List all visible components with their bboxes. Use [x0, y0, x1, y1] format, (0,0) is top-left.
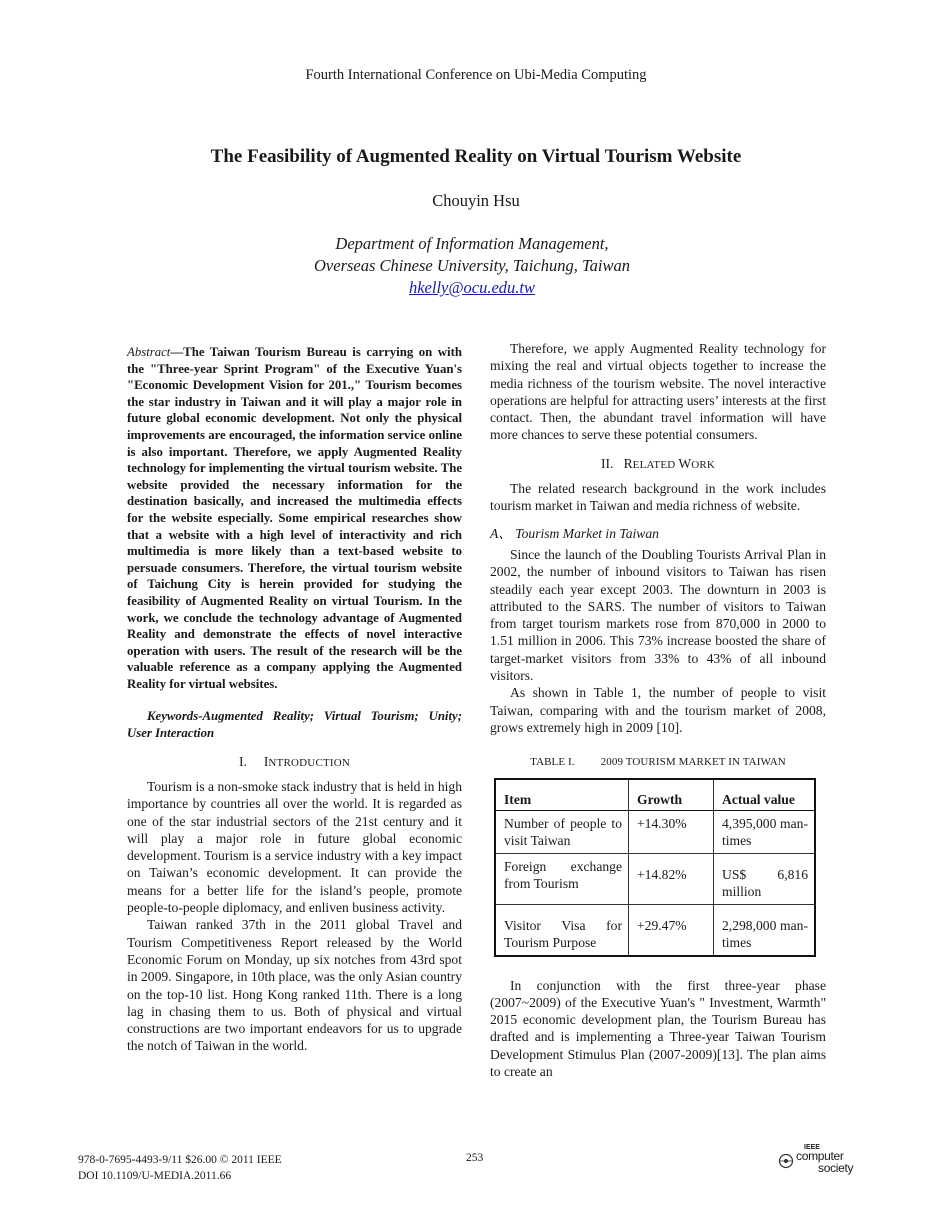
paper-title: The Feasibility of Augmented Reality on Virtual Tourism Website: [210, 146, 742, 167]
page-number: 253: [466, 1152, 484, 1164]
table-row: [495, 904, 815, 956]
right-column: [490, 340, 826, 1080]
logo-society-text: society: [818, 1161, 854, 1175]
table-cell: Visitor Visa for Tourism Purpose: [495, 904, 629, 956]
abstract-text: The Taiwan Tourism Bureau is carrying on with the "Three-year Sprint Program" of the Executive Yuan's "Economic Development Vision for 201.," Tourism becomes the star industry in Taiwan and it will play a major role in future global economic development. Not only the physical improvements are encouraged, the information service online is also important. Therefore, we apply Augmented Reality technology for implementing the virtual tourism website. The website provided the necessary information for the destination basically, and increased the multimedia effects for the website especially. Some empirical researches show that a website with a high level of interactivity and rich multimedia is more likely than a text-based website to persuade consumers. Therefore, the virtual tourism website of Taichung City is herein provided for studying the feasibility of Augmented Reality on virtual Tourism. In the work, we conclude the technology advantage of Augmented Reality and demonstrate the effects of novel interactive operation with users. The result of the research will be the valuable reference as a company applying the Augmented Reality for virtual websites.: [127, 345, 462, 691]
tourism-market-table: [494, 778, 816, 957]
table-cell: Number of people to visit Taiwan: [495, 810, 629, 853]
related-paragraph-3: As shown in Table 1, the number of people to visit Taiwan, comparing with and the tourism market of 2008, grows extremely high in 2009 [10].: [490, 685, 826, 735]
section-title-first-letter: I: [263, 753, 269, 769]
affiliation: [0, 233, 944, 299]
abstract: [127, 344, 462, 692]
author-email-link[interactable]: hkelly@ocu.edu.tw: [408, 278, 536, 297]
keywords: Keywords-Augmented Reality; Virtual Tourism; Unity; User Interaction: [127, 709, 462, 741]
intro-paragraph-1: Tourism is a non-smoke stack industry that is held in high importance by countries all over the world. It is regarded as one of the star industrial sectors of the 21st century and it will play a major role in future global economic development. Tourism is a service industry with a key impact on Taiwan’s economic development. It can provide the means for a better life for the island’s people, promote people-to-people diplomacy, and enliven business activity.: [127, 778, 462, 916]
section-number: I.: [238, 753, 247, 769]
subsection-heading-tourism-market: A、 Tourism Market in Taiwan: [490, 525, 659, 541]
section-title-rest: NTRODUCTION: [268, 756, 351, 769]
table-cell: +14.30%: [629, 810, 714, 853]
table-row: [495, 853, 815, 904]
intro-paragraph-2: Taiwan ranked 37th in the 2011 global Travel and Tourism Competitiveness Report released by the World Economic Forum on Monday, up six notches from 43rd spot in 2009. Singapore, in 10th place, was the only Asian country on the top-10 list. Hong Kong ranked 11th. There is a long lag in chasing them to us. Both of physical and virtual constructions are two important endeavors for us to upgrade the notch of Taiwan in the world.: [127, 917, 462, 1054]
table-row: [495, 810, 815, 853]
table-cell: +14.82%: [629, 853, 714, 904]
table-caption-text: 2009 TOURISM MARKET IN TAIWAN: [600, 756, 786, 769]
related-paragraph-1: The related research background in the work includes tourism market in Taiwan and media richness of website.: [490, 481, 826, 514]
related-paragraph-2: Since the launch of the Doubling Tourists Arrival Plan in 2002, the number of inbound visitors to Taiwan has risen steadily each year except 2003. The downturn in 2003 is attributed to the SARS. The number of visitors to Taiwan from target tourism markets rose from 870,000 in 2000 to 1.51 million in 2006. This 73% increase boosted the share of target-market visitors from 33% to 43% of all inbound visitors.: [490, 546, 826, 684]
related-paragraph-4: In conjunction with the first three-year phase (2007~2009) of the Executive Yuan's " Investment, Warmth" 2015 economic development plan, the Tourism Bureau has drafted and is implementing a Three-year Taiwan Tourism Development Stimulus Plan (2007-2009)[13]. The plan aims to create an: [490, 977, 826, 1080]
conference-header: Fourth International Conference on Ubi-Media Computing: [305, 67, 647, 83]
right-paragraph-0: Therefore, we apply Augmented Reality technology for mixing the real and virtual objects together to increase the media richness of the tourism website. The novel interactive operations are helpful for attracting users’ interests at the first contact. Then, the abundant travel information will have more chances to serve these potential consumers.: [490, 341, 826, 443]
logo-computer-text: computer: [796, 1149, 844, 1163]
logo-ieee-text: IEEE: [804, 1144, 820, 1151]
table-header-row: [495, 779, 815, 811]
abstract-dash: —: [170, 345, 184, 359]
logo-globe-icon: [778, 1153, 796, 1171]
table-header-actual-value: Actual value: [714, 779, 816, 811]
section-title-letter-r: R: [623, 455, 633, 471]
author-name: Chouyin Hsu: [432, 191, 520, 210]
affiliation-university: Overseas Chinese University, Taichung, Taiwan: [314, 256, 630, 275]
abstract-lead: Abstract: [127, 345, 171, 359]
section-title-letter-w: W: [678, 455, 692, 471]
footer-left: [78, 1152, 282, 1184]
table-cell: 4,395,000 man-times: [714, 810, 816, 853]
section-heading-related-work: [490, 455, 826, 474]
table-cell: US$ 6,816 million: [714, 853, 816, 904]
section-number: II.: [600, 455, 614, 471]
table-cell: Foreign exchange from Tourism: [495, 853, 629, 904]
footer-isbn: 978-0-7695-4493-9/11 $26.00 © 2011 IEEE: [78, 1154, 282, 1166]
table-header-item: Item: [495, 779, 629, 811]
ieee-computer-society-logo: [778, 1144, 868, 1180]
table-cell: 2,298,000 man-times: [714, 904, 816, 956]
table-cell: +29.47%: [629, 904, 714, 956]
table-caption: [490, 754, 826, 771]
left-column: [127, 344, 462, 1055]
section-heading-introduction: [127, 753, 462, 772]
footer-doi: DOI 10.1109/U-MEDIA.2011.66: [78, 1170, 232, 1182]
table-header-growth: Growth: [629, 779, 714, 811]
affiliation-department: Department of Information Management,: [335, 234, 609, 253]
section-title-elated: ELATED: [632, 458, 679, 471]
section-title-ork: ORK: [691, 458, 716, 471]
table-caption-label: TABLE I.: [530, 756, 575, 769]
